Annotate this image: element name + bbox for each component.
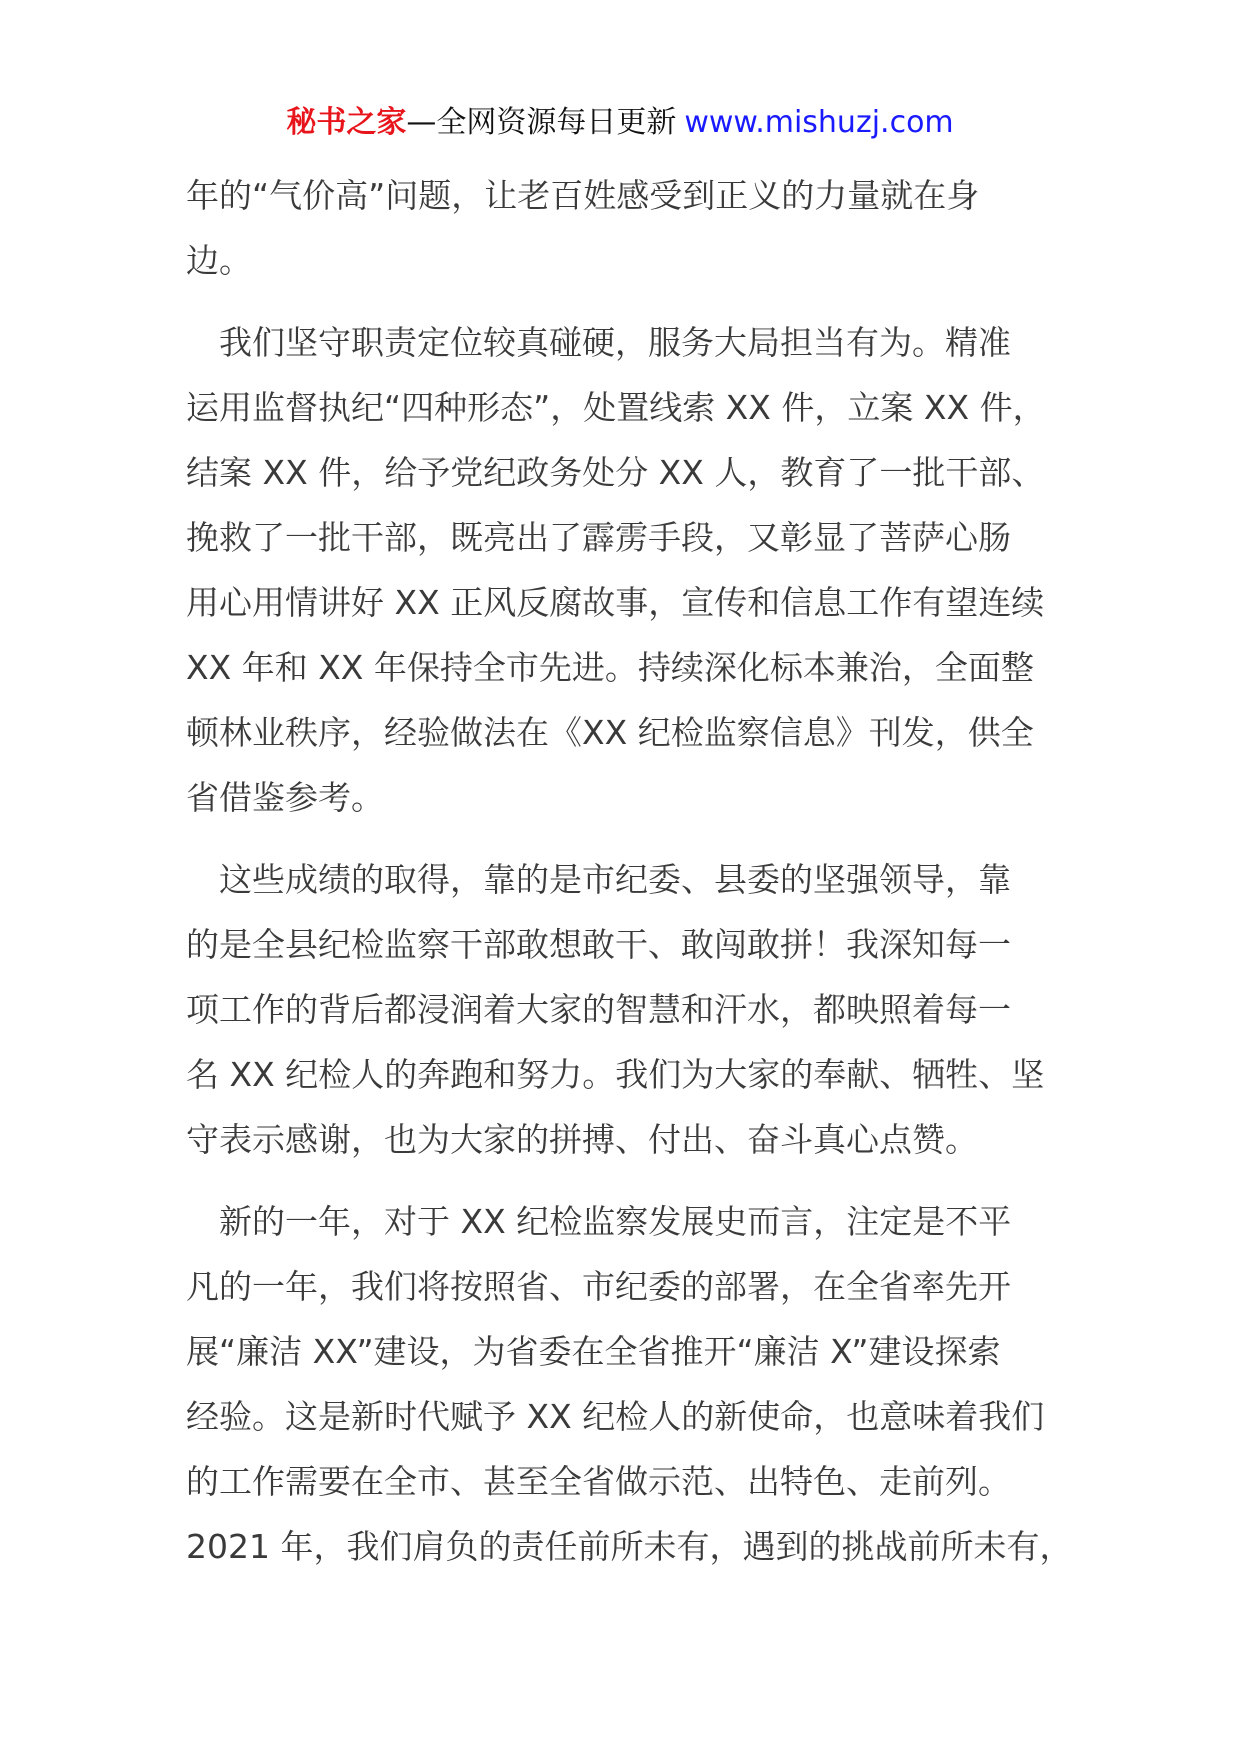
text-line: 我们坚守职责定位较真碰硬，服务大局担当有为。精准 [186,323,1011,362]
text-line: 年的“气价高”问题，让老百姓感受到正义的力量就在身 [186,176,980,215]
text-line: 边。 [186,241,252,280]
text-line: 凡的一年，我们将按照省、市纪委的部署，在全省率先开 [186,1267,1011,1306]
text-line: 的是全县纪检监察干部敢想敢干、敢闯敢拼！我深知每一 [186,925,1011,964]
paragraph [186,310,1086,830]
paragraph [186,1189,1086,1579]
text-line: 2021 年，我们肩负的责任前所未有，遇到的挑战前所未有， [186,1527,1073,1566]
brand-name: 秘书之家 [286,105,407,140]
text-line: 挽救了一批干部，既亮出了霹雳手段，又彰显了菩萨心肠 [186,518,1011,557]
paragraph [186,847,1086,1172]
text-line: 结案 XX 件，给予党纪政务处分 XX 人，教育了一批干部、 [186,453,1045,492]
text-line: 用心用情讲好 XX 正风反腐故事，宣传和信息工作有望连续 [186,583,1045,622]
text-line: 这些成绩的取得，靠的是市纪委、县委的坚强领导，靠 [186,860,1011,899]
header-tagline: —全网资源每日更新 [406,105,677,140]
text-line: 经验。这是新时代赋予 XX 纪检人的新使命，也意味着我们 [186,1397,1045,1436]
site-header [0,101,1240,145]
text-line: 守表示感谢，也为大家的拼搏、付出、奋斗真心点赞。 [186,1120,978,1159]
text-line: 运用监督执纪“四种形态”，处置线索 XX 件，立案 XX 件， [186,388,1046,427]
text-line: 的工作需要在全市、甚至全省做示范、出特色、走前列。 [186,1462,1011,1501]
text-line: 展“廉洁 XX”建设，为省委在全省推开“廉洁 X”建设探索 [186,1332,1001,1371]
text-line: 省借鉴参考。 [186,778,384,817]
text-line: 顿林业秩序，经验做法在《XX 纪检监察信息》刊发，供全 [186,713,1034,752]
paragraph [186,163,1086,293]
website-url[interactable]: www.mishuzj.com [684,105,954,140]
text-line: 新的一年，对于 XX 纪检监察发展史而言，注定是不平 [186,1202,1012,1241]
document-body [186,163,1086,1579]
text-line: XX 年和 XX 年保持全市先进。持续深化标本兼治，全面整 [186,648,1034,687]
text-line: 项工作的背后都浸润着大家的智慧和汗水，都映照着每一 [186,990,1011,1029]
text-line: 名 XX 纪检人的奔跑和努力。我们为大家的奉献、牺牲、坚 [186,1055,1045,1094]
